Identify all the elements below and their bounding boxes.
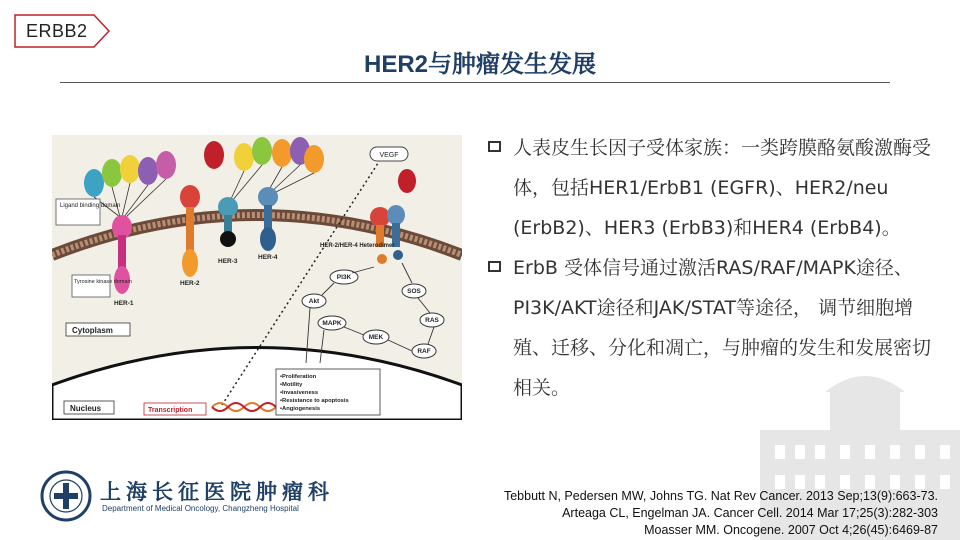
sos-label: SOS <box>407 288 421 295</box>
nucleus-label: Nucleus <box>70 404 102 413</box>
her4-label: HER-4 <box>258 254 278 261</box>
heterodimer-label: HER-2/HER-4 Heterodimer <box>320 243 395 249</box>
her1-label: HER-1 <box>114 300 134 307</box>
outcome-item: •Motility <box>280 382 303 388</box>
bullet-text: ErbB 受体信号通过激活RAS/RAF/MAPK途径、PI3K/AKT途径和JAK/STAT等途径， 调节细胞增殖、迁移、分化和凋亡，与肿瘤的发生和发展密切相关。 <box>513 257 932 399</box>
her2-label: HER-2 <box>180 280 200 287</box>
cytoplasm-label: Cytoplasm <box>72 326 113 335</box>
pi3k-label: PI3K <box>336 274 352 281</box>
bullet-list <box>486 128 936 408</box>
reference-item: Moasser MM. Oncogene. 2007 Oct 4;26(45):6469-87 <box>644 523 938 537</box>
bullet-text: 人表皮生长因子受体家族：一类跨膜酪氨酸激酶受体，包括HER1/ErbB1 (EGFR)、HER2/neu (ErbB2)、HER3 (ErbB3)和HER4 (ErbB4)。 <box>513 137 932 239</box>
outcome-item: •Proliferation <box>280 374 317 380</box>
mek-label: MEK <box>368 334 384 341</box>
outcome-item: •Invasiveness <box>280 390 319 396</box>
hospital-seal-icon <box>40 470 92 522</box>
reference-item: Arteaga CL, Engelman JA. Cancer Cell. 2014 Mar 17;25(3):282-303 <box>562 506 938 520</box>
raf-label: RAF <box>417 348 431 355</box>
square-bullet-icon <box>488 261 501 272</box>
outcome-item: •Resistance to apoptosis <box>280 398 349 404</box>
section-tag <box>14 14 110 48</box>
akt-label: Akt <box>308 298 320 305</box>
slide-title: HER2与肿瘤发生发展 <box>363 51 597 78</box>
her2-pathway-figure <box>52 135 462 420</box>
vegf-label: VEGF <box>379 152 399 159</box>
section-tag-label: ERBB2 <box>26 21 88 41</box>
title-divider <box>60 82 890 83</box>
references <box>504 488 938 539</box>
hospital-logo <box>40 470 370 526</box>
ligand-binding-label: Ligand binding domain <box>60 203 121 209</box>
transcription-label: Transcription <box>148 407 193 414</box>
mapk-label: MAPK <box>322 320 342 327</box>
outcome-item: •Angiogenesis <box>280 406 321 412</box>
square-bullet-icon <box>488 141 501 152</box>
her3-label: HER-3 <box>218 258 238 265</box>
hospital-name-cn: 上海长征医院肿瘤科 <box>100 480 334 504</box>
hospital-name-en: Department of Medical Oncology, Changzheng Hospital <box>102 504 299 513</box>
reference-item: Tebbutt N, Pedersen MW, Johns TG. Nat Rev Cancer. 2013 Sep;13(9):663-73. <box>503 489 938 503</box>
ras-label: RAS <box>425 317 439 324</box>
bullet-item <box>486 128 936 248</box>
tyrosine-kinase-label: Tyrosine kinase domain <box>74 279 132 285</box>
